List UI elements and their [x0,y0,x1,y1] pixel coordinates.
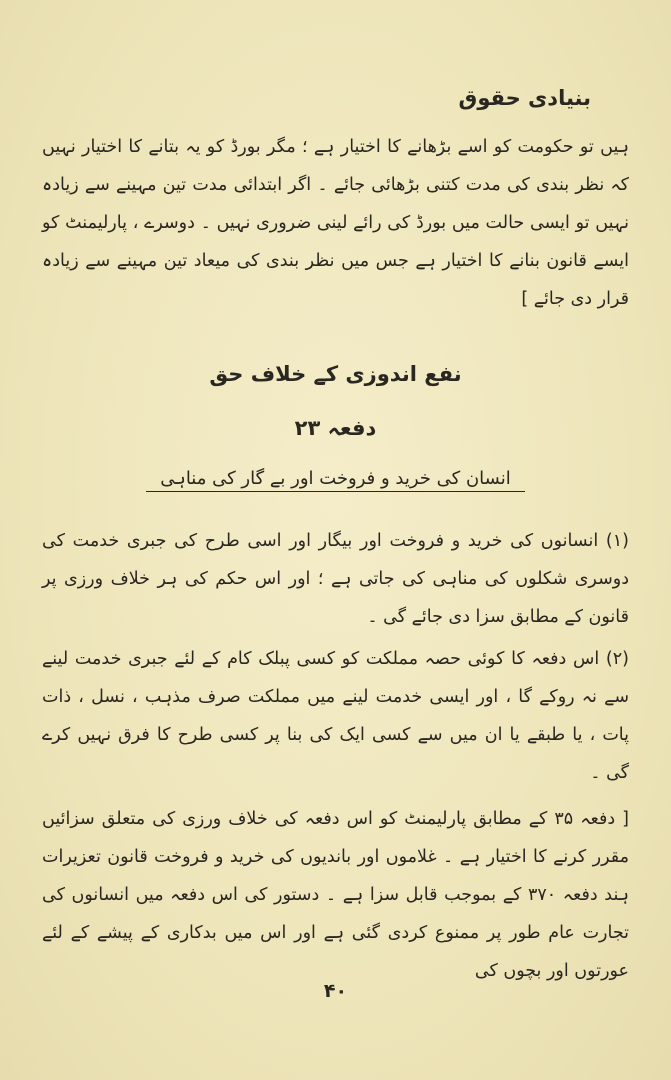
section-title: نفع اندوزی کے خلاف حق [209,362,462,386]
article-heading-text: انسان کی خرید و فروخت اور بے گار کی مناہی [146,468,524,492]
clause-2: (۲) اس دفعہ کا کوئی حصہ مملکت کو کسی پبلک کام کے لئے جبری خدمت لینے سے نہ روکے گا ، اور ایسی خدمت لینے میں مملکت صرف مذہب ، نسل ، ذات پات ، یا طبقے یا ان میں سے کسی ایک کی بنا پر کسی طرح کا فرق نہیں کرے گی ۔ [42,649,629,783]
commentary-note: [ دفعہ ۳۵ کے مطابق پارلیمنٹ کو اس دفعہ کی خلاف ورزی کی متعلق سزائیں مقرر کرنے کا اختیار ہے ۔ غلاموں اور باندیوں کی خرید و فروخت قانون تعزیرات ہند دفعہ ۳۷۰ کے بموجب قابل سزا ہے ۔ دستور کی اس دفعہ میں انسانوں کی تجارت عام طور پر ممنوع کردی گئی ہے اور اس میں بدکاری کے پیشے کے لئے عورتوں اور بچوں کی [42,809,629,981]
paragraph-top: ہیں تو حکومت کو اسے بڑھانے کا اختیار ہے ؛ مگر بورڈ کو یہ بتانے کا اختیار نہیں کہ نظر بندی کی مدت کتنی بڑھائی جائے ۔ اگر ابتدائی مدت تین مہینے سے زیادہ نہیں تو ایسی حالت میں بورڈ کی رائے لینی ضروری نہیں ۔ دوسرے ، پارلیمنٹ کو ایسے قانون بنانے کا اختیار ہے جس میں نظر بندی کی میعاد تین مہینے سے زیادہ قرار دی جائے ] [42,137,629,309]
clause-1: (۱) انسانوں کی خرید و فروخت اور بیگار اور اسی طرح کی جبری خدمت کی دوسری شکلوں کی مناہی کی جاتی ہے ؛ اور اس حکم کی ہر خلاف ورزی پر قانون کے مطابق سزا دی جائے گی ۔ [42,531,629,627]
page-number: ۴۰ [323,980,348,1002]
article-heading [0,468,671,492]
running-header: بنیادی حقوق [458,86,591,110]
article-number: دفعہ ۲۳ [294,416,377,440]
